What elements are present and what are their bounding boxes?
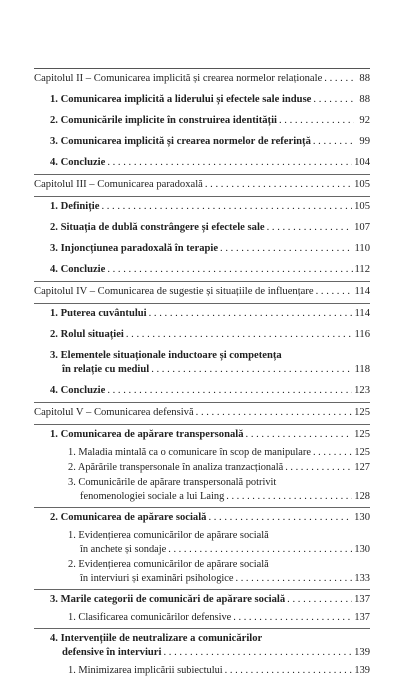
page-number: 114 xyxy=(354,286,370,297)
toc-entry[interactable] xyxy=(34,132,370,153)
toc-chapter-5[interactable] xyxy=(34,403,370,425)
leader-dots xyxy=(267,221,353,235)
leader-dots xyxy=(316,285,353,299)
page-number: 123 xyxy=(354,385,370,396)
chapter-title: Capitolul V – Comunicarea defensivă xyxy=(34,407,194,418)
entry-title-line-1: 4. Intervențiile de neutralizare a comunicărilor xyxy=(50,633,263,644)
leader-dots xyxy=(163,646,352,660)
page-number: 92 xyxy=(359,115,370,126)
leader-dots xyxy=(151,363,352,377)
page-number: 99 xyxy=(359,136,370,147)
subentry-title: 1. Minimizarea implicării subiectului xyxy=(68,665,223,676)
entry-title-line-2: în relație cu mediul xyxy=(62,364,150,375)
entry-title: 3. Marile categorii de comunicări de apărare socială xyxy=(50,594,286,605)
leader-dots xyxy=(225,664,353,678)
page-number: 137 xyxy=(354,594,370,605)
table-of-contents xyxy=(34,68,370,679)
entry-title-line-1: 3. Elementele situaționale inductoare și competența xyxy=(50,350,282,361)
toc-subentry[interactable] xyxy=(34,446,370,461)
page-number: 104 xyxy=(354,157,370,168)
chapter-title: Capitolul II – Comunicarea implicită și crearea normelor relaționale xyxy=(34,73,323,84)
entry-title: 4. Concluzie xyxy=(50,264,106,275)
entry-title: 2. Rolul situației xyxy=(50,329,124,340)
leader-dots xyxy=(107,156,352,170)
toc-subentry[interactable] xyxy=(34,461,370,476)
leader-dots xyxy=(324,72,354,86)
leader-dots xyxy=(220,242,352,256)
leader-dots xyxy=(196,406,352,420)
entry-title: 3. Comunicarea implicită și crearea normelor de referință xyxy=(50,136,311,147)
toc-chapter-3[interactable] xyxy=(34,175,370,197)
leader-dots xyxy=(205,178,352,192)
leader-dots xyxy=(168,543,352,557)
toc-subentry[interactable] xyxy=(34,558,370,590)
leader-dots xyxy=(313,135,354,149)
leader-dots xyxy=(226,490,352,504)
toc-entry[interactable] xyxy=(34,111,370,132)
entry-title-line-2: defensive în interviuri xyxy=(62,647,162,658)
page-number: 105 xyxy=(354,201,370,212)
toc-chapter-2[interactable] xyxy=(34,69,370,90)
toc-subentry[interactable] xyxy=(34,611,370,629)
subentry-title-line-2: în anchete și sondaje xyxy=(80,544,167,555)
toc-entry[interactable] xyxy=(34,425,370,446)
leader-dots xyxy=(101,200,352,214)
page-number: 118 xyxy=(354,364,370,375)
subentry-title: 2. Apărările transpersonale în analiza tranzacțională xyxy=(68,462,284,473)
subentry-title: 1. Clasificarea comunicărilor defensive xyxy=(68,612,232,623)
page-number: 125 xyxy=(354,447,370,458)
toc-chapter-4[interactable] xyxy=(34,282,370,304)
subentry-title: 1. Maladia mintală ca o comunicare în scop de manipulare xyxy=(68,447,311,458)
toc-entry[interactable] xyxy=(34,239,370,260)
page-number: 139 xyxy=(354,665,370,676)
leader-dots xyxy=(233,611,352,625)
entry-title: 4. Concluzie xyxy=(50,385,106,396)
leader-dots xyxy=(287,593,352,607)
toc-subentry[interactable] xyxy=(34,529,370,558)
toc-entry[interactable] xyxy=(34,325,370,346)
page-number: 127 xyxy=(354,462,370,473)
entry-title: 2. Comunicările implicite în construirea identității xyxy=(50,115,277,126)
page-number: 112 xyxy=(354,264,370,275)
leader-dots xyxy=(126,328,353,342)
page-number: 139 xyxy=(354,647,370,658)
subentry-title-line-1: 2. Evidențierea comunicărilor de apărare socială xyxy=(68,559,269,570)
leader-dots xyxy=(313,446,352,460)
leader-dots xyxy=(246,428,353,442)
page-number: 88 xyxy=(359,73,370,84)
page-number: 107 xyxy=(354,222,370,233)
leader-dots xyxy=(236,572,353,586)
entry-title: 1. Comunicarea de apărare transpersonală xyxy=(50,429,244,440)
entry-title: 3. Injoncțiunea paradoxală în terapie xyxy=(50,243,219,254)
toc-entry[interactable] xyxy=(34,304,370,325)
toc-entry[interactable] xyxy=(34,629,370,664)
toc-entry[interactable] xyxy=(34,197,370,218)
entry-title: 1. Puterea cuvântului xyxy=(50,308,147,319)
entry-title: 1. Definiție xyxy=(50,201,100,212)
toc-entry[interactable] xyxy=(34,153,370,175)
leader-dots xyxy=(107,263,352,277)
entry-title: 2. Situația de dublă constrângere și efectele sale xyxy=(50,222,265,233)
page-number: 137 xyxy=(354,612,370,623)
toc-entry[interactable] xyxy=(34,508,370,529)
entry-title: 4. Concluzie xyxy=(50,157,106,168)
page-number: 105 xyxy=(354,179,370,190)
entry-title: 2. Comunicarea de apărare socială xyxy=(50,512,207,523)
page-number: 114 xyxy=(354,308,370,319)
page-number: 88 xyxy=(359,94,370,105)
toc-subentry[interactable] xyxy=(34,476,370,508)
leader-dots xyxy=(285,461,352,475)
leader-dots xyxy=(149,307,353,321)
page-number: 110 xyxy=(354,243,370,254)
chapter-title: Capitolul III – Comunicarea paradoxală xyxy=(34,179,203,190)
page-number: 130 xyxy=(354,512,370,523)
leader-dots xyxy=(279,114,354,128)
entry-title: 1. Comunicarea implicită a liderului și efectele sale induse xyxy=(50,94,312,105)
subentry-title-line-1: 1. Evidențierea comunicărilor de apărare socială xyxy=(68,530,269,541)
subentry-title-line-1: 3. Comunicările de apărare transpersonală potrivit xyxy=(68,477,277,488)
leader-dots xyxy=(313,93,354,107)
toc-subentry[interactable] xyxy=(34,664,370,679)
chapter-title: Capitolul IV – Comunicarea de sugestie și situațiile de influențare xyxy=(34,286,314,297)
page-number: 128 xyxy=(354,491,370,502)
toc-entry[interactable] xyxy=(34,590,370,611)
page-number: 125 xyxy=(354,429,370,440)
subentry-title-line-2: fenomenologiei sociale a lui Laing xyxy=(80,491,225,502)
page-number: 130 xyxy=(354,544,370,555)
toc-entry[interactable] xyxy=(34,381,370,403)
page-number: 125 xyxy=(354,407,370,418)
leader-dots xyxy=(107,384,352,398)
toc-entry[interactable] xyxy=(34,346,370,381)
leader-dots xyxy=(208,511,352,525)
page-number: 116 xyxy=(354,329,370,340)
toc-entry[interactable] xyxy=(34,90,370,111)
page-number: 133 xyxy=(354,573,370,584)
subentry-title-line-2: în interviuri și examinări psihologice xyxy=(80,573,234,584)
toc-entry[interactable] xyxy=(34,260,370,282)
toc-entry[interactable] xyxy=(34,218,370,239)
